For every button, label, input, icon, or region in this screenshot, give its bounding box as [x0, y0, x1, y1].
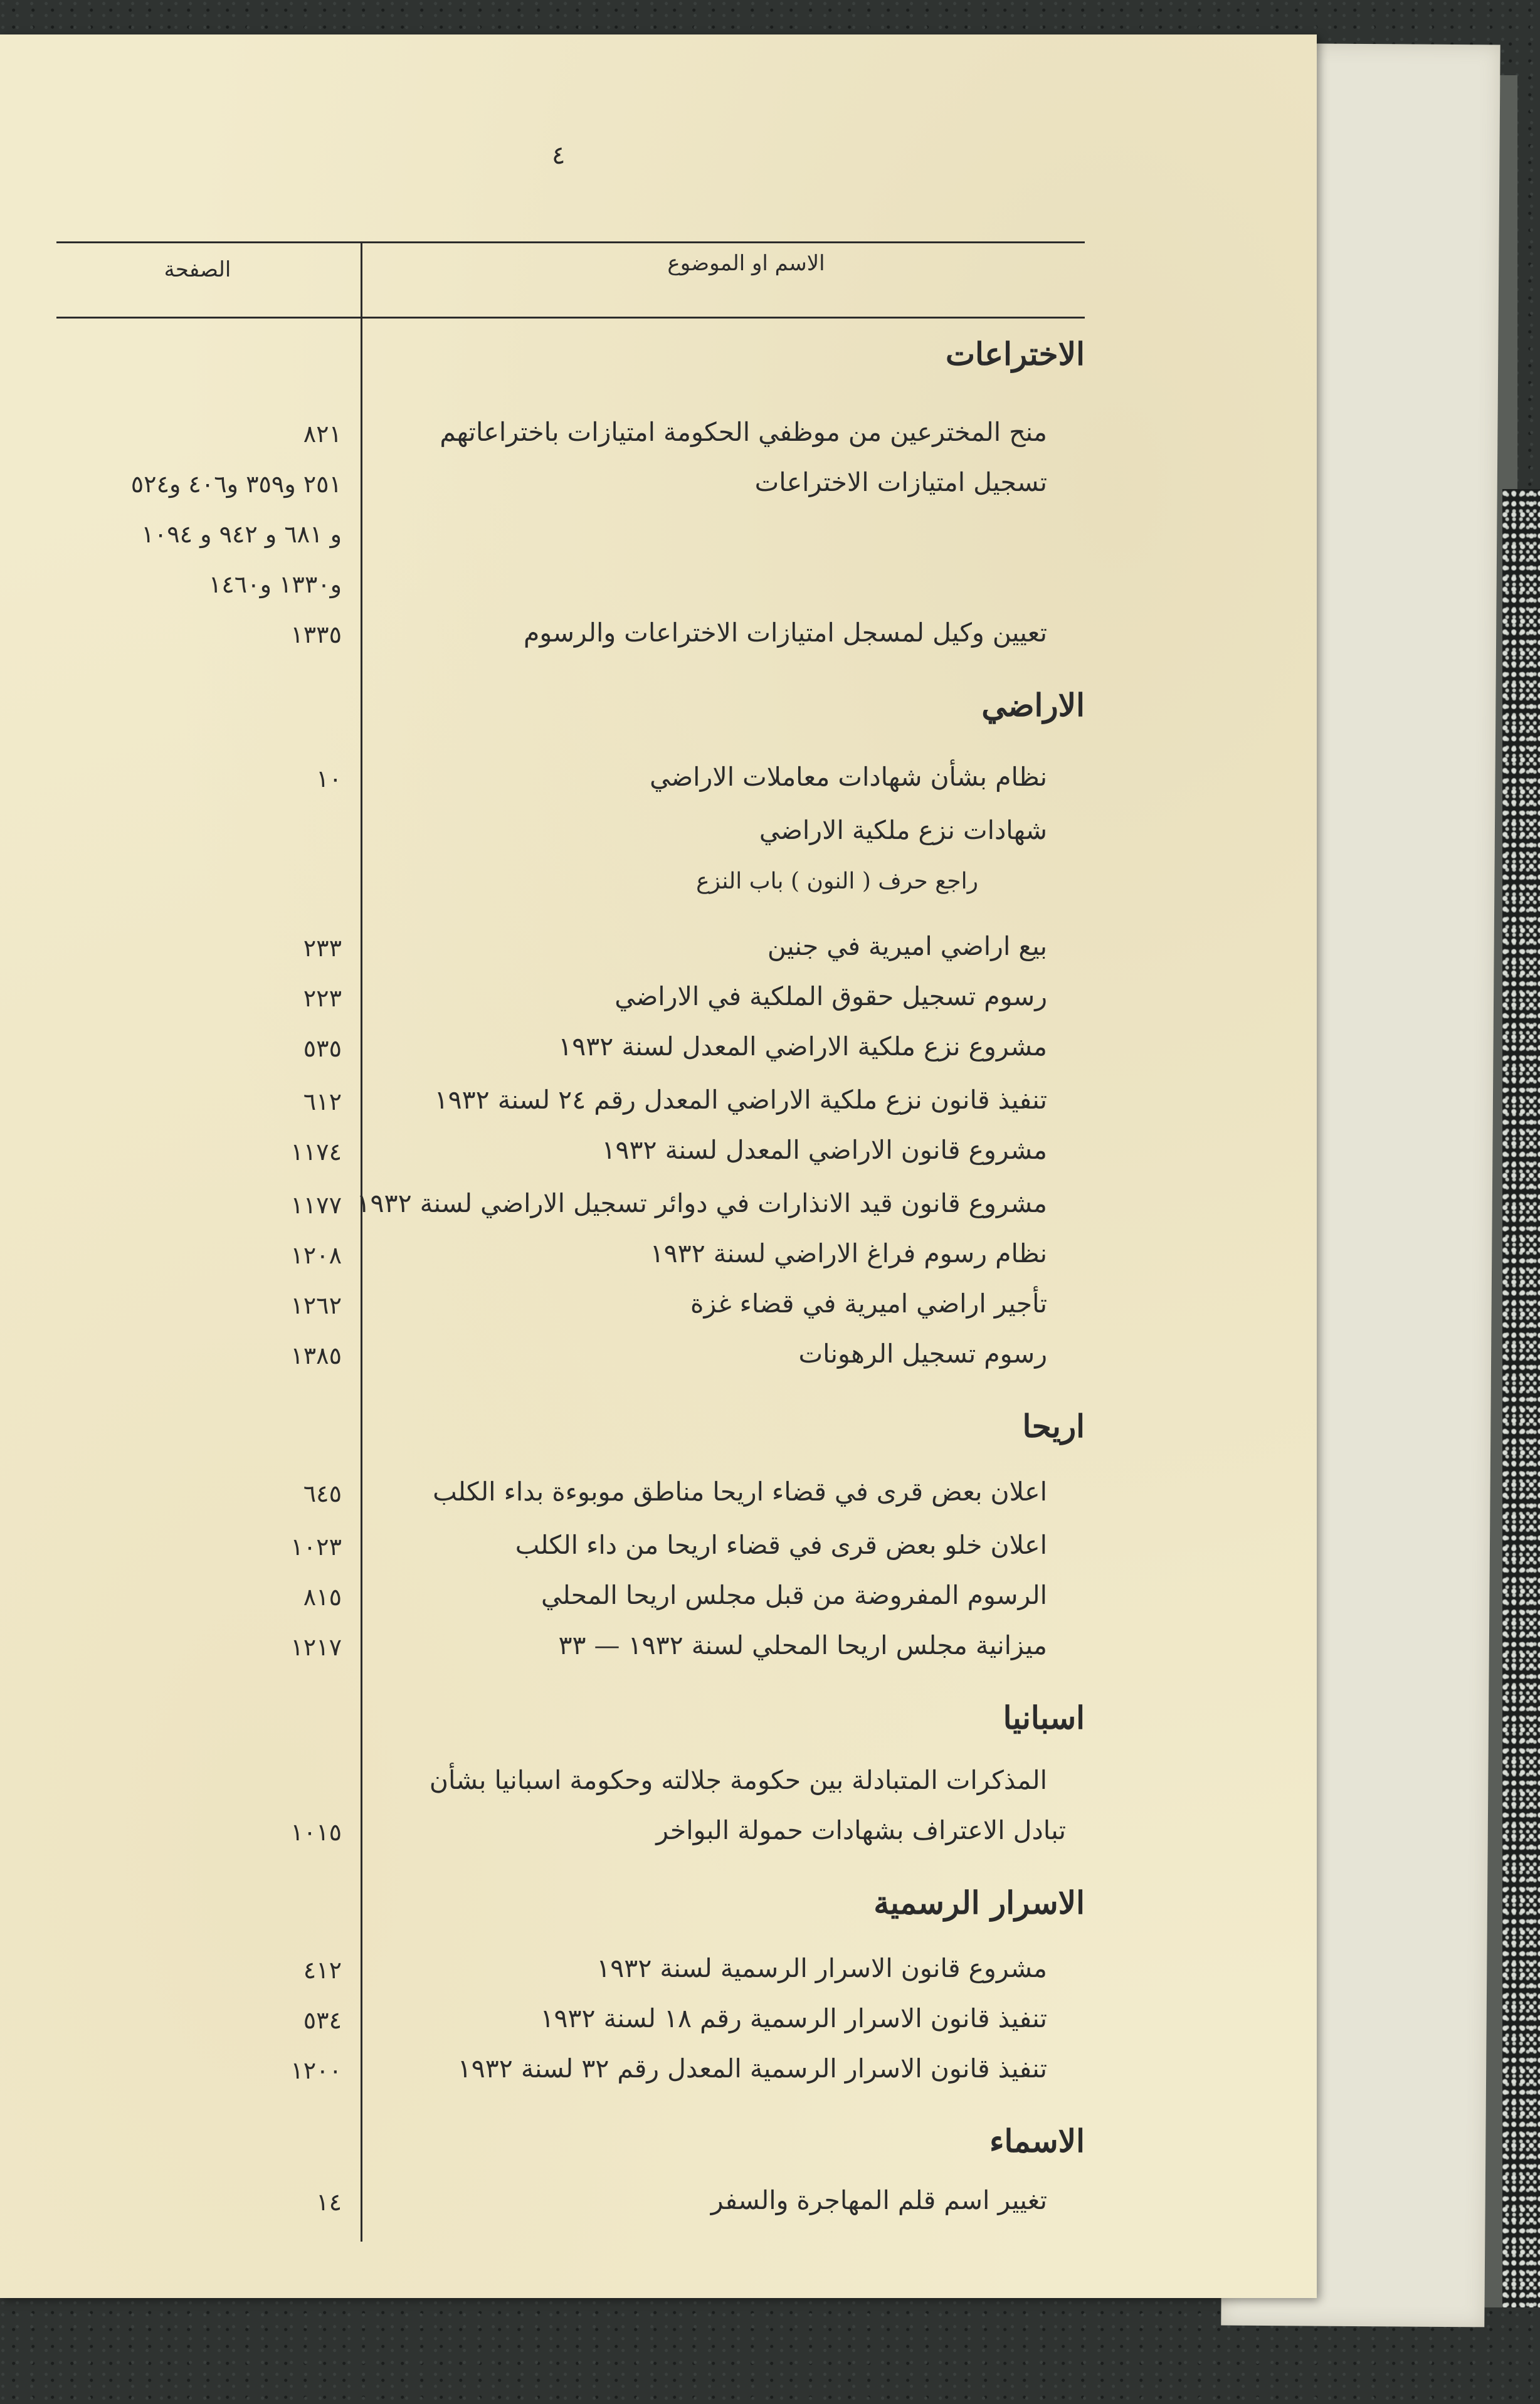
column-divider [361, 241, 362, 2242]
page-reference: ٨٢١ [303, 420, 342, 448]
index-entry: رسوم تسجيل حقوق الملكية في الاراضي [614, 981, 1047, 1011]
index-entry: الرسوم المفروضة من قبل مجلس اريحا المحلي [541, 1580, 1047, 1610]
index-entry: مشروع قانون الاراضي المعدل لسنة ١٩٣٢ [601, 1135, 1047, 1165]
cross-reference-note: راجع حرف ( النون ) باب النزع [696, 868, 978, 894]
page-reference: ٢٥١ و٣٥٩ و٤٠٦ و٥٢٤ [130, 470, 342, 498]
index-entry: تأجير اراضي اميرية في قضاء غزة [690, 1289, 1047, 1319]
subject-column-header: الاسم او الموضوع [667, 251, 825, 276]
index-entry: بيع اراضي اميرية في جنين [767, 931, 1047, 961]
index-entry: نظام رسوم فراغ الاراضي لسنة ١٩٣٢ [650, 1238, 1047, 1268]
marbled-endpaper [1502, 489, 1540, 2307]
page-reference: ٦١٢ [303, 1088, 342, 1115]
page-reference: ١٣٣٥ [290, 621, 342, 648]
page-reference: ١٢٦٢ [290, 1292, 342, 1319]
page-reference: ١١٧٤ [290, 1138, 342, 1166]
index-entry: مشروع قانون قيد الانذارات في دوائر تسجيل الاراضي لسنة ١٩٣٢ [356, 1188, 1047, 1218]
index-entry: مشروع نزع ملكية الاراضي المعدل لسنة ١٩٣٢ [558, 1031, 1047, 1062]
page-reference: ١٢٠٠ [290, 2057, 342, 2084]
page-reference: ١١٧٧ [290, 1191, 342, 1219]
page-reference: ١٣٨٥ [290, 1342, 342, 1369]
page-reference: ١٠٢٣ [290, 1533, 342, 1561]
page-reference: و ٦٨١ و ٩٤٢ و ١٠٩٤ [141, 520, 342, 548]
page-reference: ٤١٢ [303, 1956, 342, 1984]
index-page [0, 34, 1317, 2298]
section-heading: الاراضي [981, 687, 1085, 724]
index-entry: تسجيل امتيازات الاختراعات [754, 467, 1047, 497]
page-number: ٤ [552, 141, 566, 170]
section-heading: الاسرار الرسمية [873, 1884, 1085, 1921]
header-top-rule [56, 241, 1085, 243]
page-reference: ١٠ [316, 765, 342, 793]
page-reference: و١٣٣٠ و١٤٦٠ [208, 571, 342, 598]
page-reference: ٥٣٤ [303, 2006, 342, 2034]
index-entry: تبادل الاعتراف بشهادات حمولة البواخر [656, 1815, 1066, 1845]
section-heading: اريحا [1022, 1408, 1085, 1445]
index-entry: اعلان خلو بعض قرى في قضاء اريحا من داء الكلب [515, 1530, 1047, 1560]
index-entry: تنفيذ قانون نزع ملكية الاراضي المعدل رقم ٢٤ لسنة ١٩٣٢ [434, 1085, 1047, 1115]
section-heading: الاختراعات [945, 335, 1085, 372]
index-entry: نظام بشأن شهادات معاملات الاراضي [650, 762, 1047, 792]
index-entry: تنفيذ قانون الاسرار الرسمية رقم ١٨ لسنة ١٩٣٢ [540, 2003, 1047, 2033]
page-reference: ٢٢٣ [303, 984, 342, 1012]
page-reference: ١٤ [316, 2188, 342, 2216]
page-reference: ١٠١٥ [290, 1818, 342, 1846]
index-entry: تغيير اسم قلم المهاجرة والسفر [710, 2185, 1047, 2215]
page-reference: ١٢١٧ [290, 1633, 342, 1661]
page-reference: ٨١٥ [303, 1583, 342, 1611]
index-entry: ميزانية مجلس اريحا المحلي لسنة ١٩٣٢ — ٣٣ [558, 1630, 1047, 1660]
page-reference: ٥٣٥ [303, 1035, 342, 1062]
section-heading: الاسماء [989, 2122, 1085, 2159]
page-column-header: الصفحة [164, 257, 231, 282]
index-entry: تعيين وكيل لمسجل امتيازات الاختراعات والرسوم [524, 618, 1047, 648]
index-entry: اعلان بعض قرى في قضاء اريحا مناطق موبوءة بداء الكلب [433, 1477, 1047, 1507]
index-entry: مشروع قانون الاسرار الرسمية لسنة ١٩٣٢ [596, 1953, 1047, 1983]
section-heading: اسبانيا [1003, 1699, 1085, 1736]
header-bottom-rule [56, 317, 1085, 319]
index-entry: رسوم تسجيل الرهونات [798, 1339, 1047, 1369]
index-entry: منح المخترعين من موظفي الحكومة امتيازات باختراعاتهم [440, 417, 1047, 447]
index-entry: تنفيذ قانون الاسرار الرسمية المعدل رقم ٣٢ لسنة ١٩٣٢ [457, 2053, 1047, 2084]
page-reference: ١٢٠٨ [290, 1242, 342, 1269]
index-entry: شهادات نزع ملكية الاراضي [759, 815, 1047, 845]
index-entry: المذكرات المتبادلة بين حكومة جلالته وحكومة اسبانيا بشأن [429, 1765, 1047, 1795]
page-reference: ٢٣٣ [303, 934, 342, 962]
page-reference: ٦٤٥ [303, 1480, 342, 1507]
